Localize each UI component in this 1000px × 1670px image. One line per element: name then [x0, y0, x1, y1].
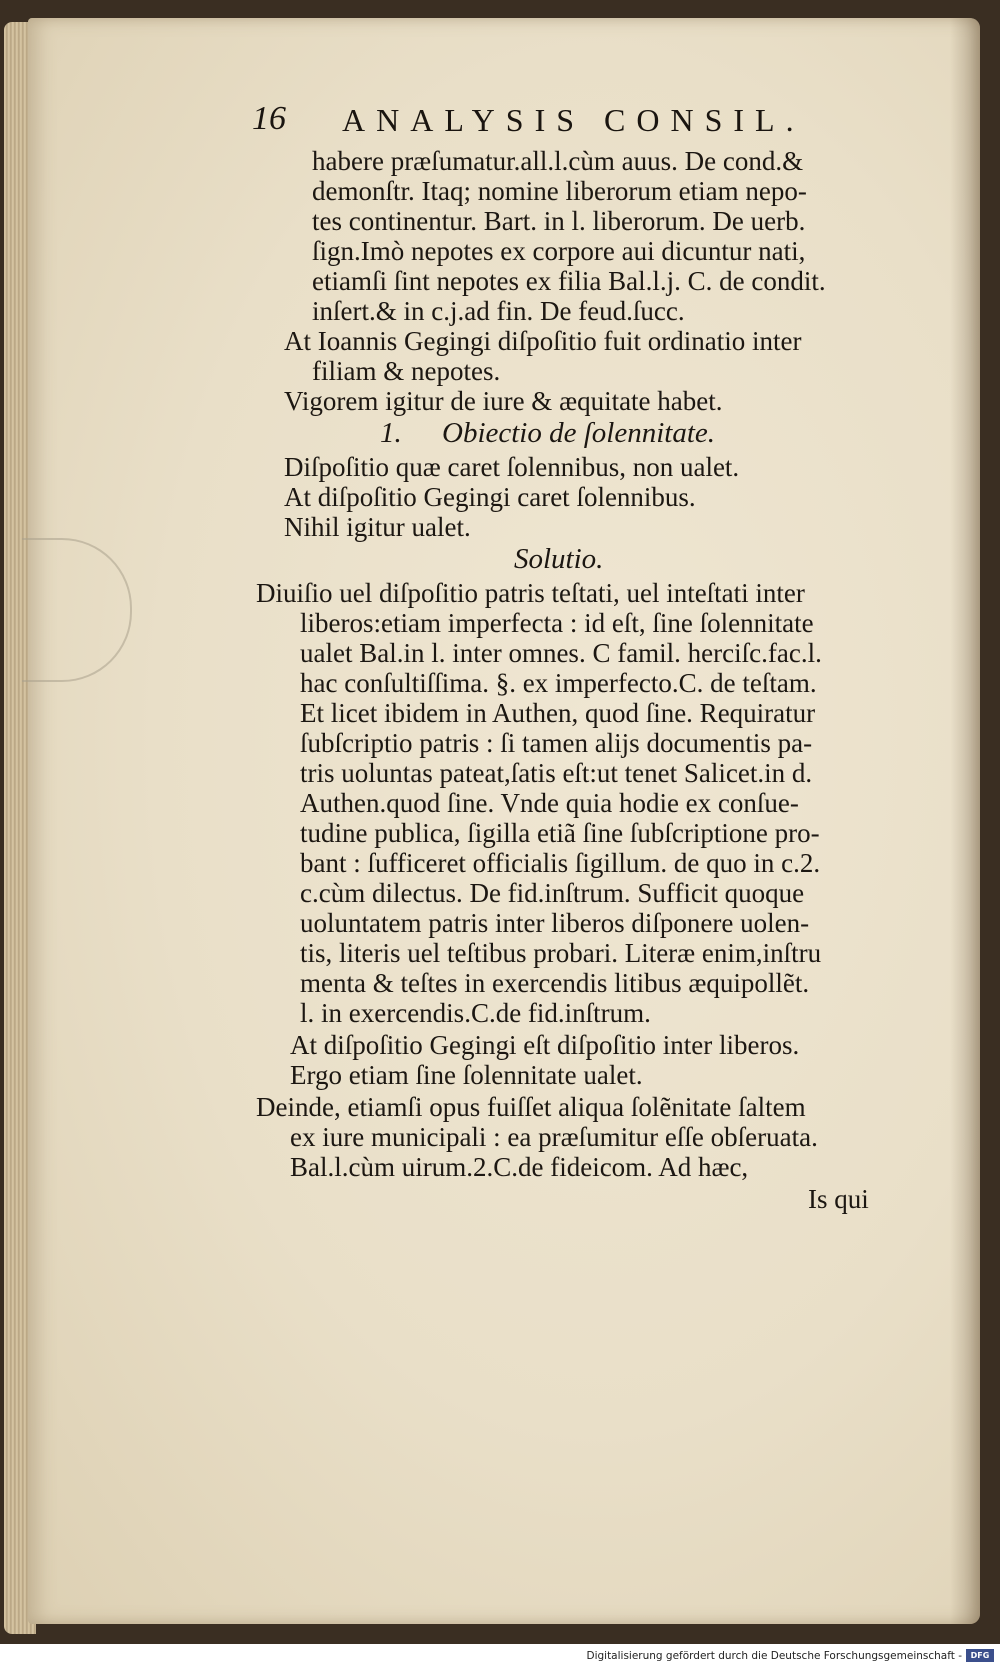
text-line: habere præſumatur.all.l.cùm auus. De cond.&	[312, 146, 804, 176]
text-line: At diſpoſitio Gegingi caret ſolennibus.	[284, 482, 696, 512]
text-line: demonſtr. Itaq; nomine liberorum etiam nepo-	[312, 176, 807, 206]
text-line: Vigorem igitur de iure & æquitate habet.	[284, 386, 723, 416]
page-clip	[22, 538, 132, 682]
text-line: ſign.Imò nepotes ex corpore aui dicuntur nati,	[312, 236, 806, 266]
funding-credit: Digitalisierung gefördert durch die Deutsche Forschungsgemeinschaft -	[586, 1650, 962, 1662]
text-line: c.cùm dilectus. De fid.inſtrum. Sufficit quoque	[300, 878, 805, 908]
page-number: 16	[252, 100, 286, 137]
text-line: tudine publica, ſigilla etiã ſine ſubſcriptione pro-	[300, 818, 820, 848]
gutter-shadow	[950, 18, 980, 1624]
dfg-logo-icon: DFG	[966, 1649, 994, 1662]
text-line: bant : ſufficeret officialis ſigillum. de quo in c.2.	[300, 848, 821, 878]
text-line: tis, literis uel teſtibus probari. Literæ enim,inſtru	[300, 938, 822, 968]
text-line: Authen.quod ſine. Vnde quia hodie ex conſue-	[300, 788, 799, 818]
text-line: filiam & nepotes.	[312, 356, 501, 386]
text-line: Bal.l.cùm uirum.2.C.de fideicom. Ad hæc,	[290, 1152, 749, 1182]
text-line: l. in exercendis.C.de fid.inſtrum.	[300, 998, 651, 1028]
running-title: ANALYSIS CONSIL.	[342, 102, 805, 138]
text-line: etiamſi ſint nepotes ex filia Bal.l.j. C. de condit.	[312, 266, 826, 296]
objection-title: Obiectio de ſolennitate.	[442, 417, 716, 449]
text-line: At diſpoſitio Gegingi eſt diſpoſitio inter liberos.	[290, 1030, 800, 1060]
text-line: liberos:etiam imperfecta : id eſt, ſine ſolennitate	[300, 608, 814, 638]
text-line: uoluntatem patris inter liberos diſponere uolen-	[300, 908, 810, 938]
text-line: ualet Bal.in l. inter omnes. C famil. herciſc.fac.l.	[300, 638, 822, 668]
text-line: hac conſultiſſima. §. ex imperfecto.C. de teſtam.	[300, 668, 817, 698]
text-line: tes continentur. Bart. in l. liberorum. De uerb.	[312, 206, 806, 236]
text-line: Deinde, etiamſi opus fuiſſet aliqua ſolẽnitate ſaltem	[256, 1092, 806, 1122]
text-line: ex iure municipali : ea præſumitur eſſe obſeruata.	[290, 1122, 818, 1152]
catchword: Is qui	[808, 1184, 869, 1214]
text-line: At Ioannis Gegingi diſpoſitio fuit ordinatio inter	[284, 326, 802, 356]
solution-title: Solutio.	[514, 543, 604, 575]
text-line: Et licet ibidem in Authen, quod ſine. Requiratur	[300, 698, 816, 728]
text-line: Diſpoſitio quæ caret ſolennibus, non ualet.	[284, 452, 740, 482]
text-line: tris uoluntas pateat,ſatis eſt:ut tenet Salicet.in d.	[300, 758, 813, 788]
text-line: Diuiſio uel diſpoſitio patris teſtati, uel inteſtati inter	[256, 578, 805, 608]
text-line: inſert.& in c.j.ad fin. De feud.ſucc.	[312, 296, 685, 326]
scan-footer	[0, 1644, 1000, 1670]
text-line: menta & teſtes in exercendis litibus æquipollẽt.	[300, 968, 810, 998]
page-header	[252, 96, 892, 142]
text-line: ſubſcriptio patris : ſi tamen alijs documentis pa-	[300, 728, 813, 758]
text-line: Ergo etiam ſine ſolennitate ualet.	[290, 1060, 643, 1090]
text-line: Nihil igitur ualet.	[284, 512, 471, 542]
objection-number: 1.	[380, 417, 402, 449]
